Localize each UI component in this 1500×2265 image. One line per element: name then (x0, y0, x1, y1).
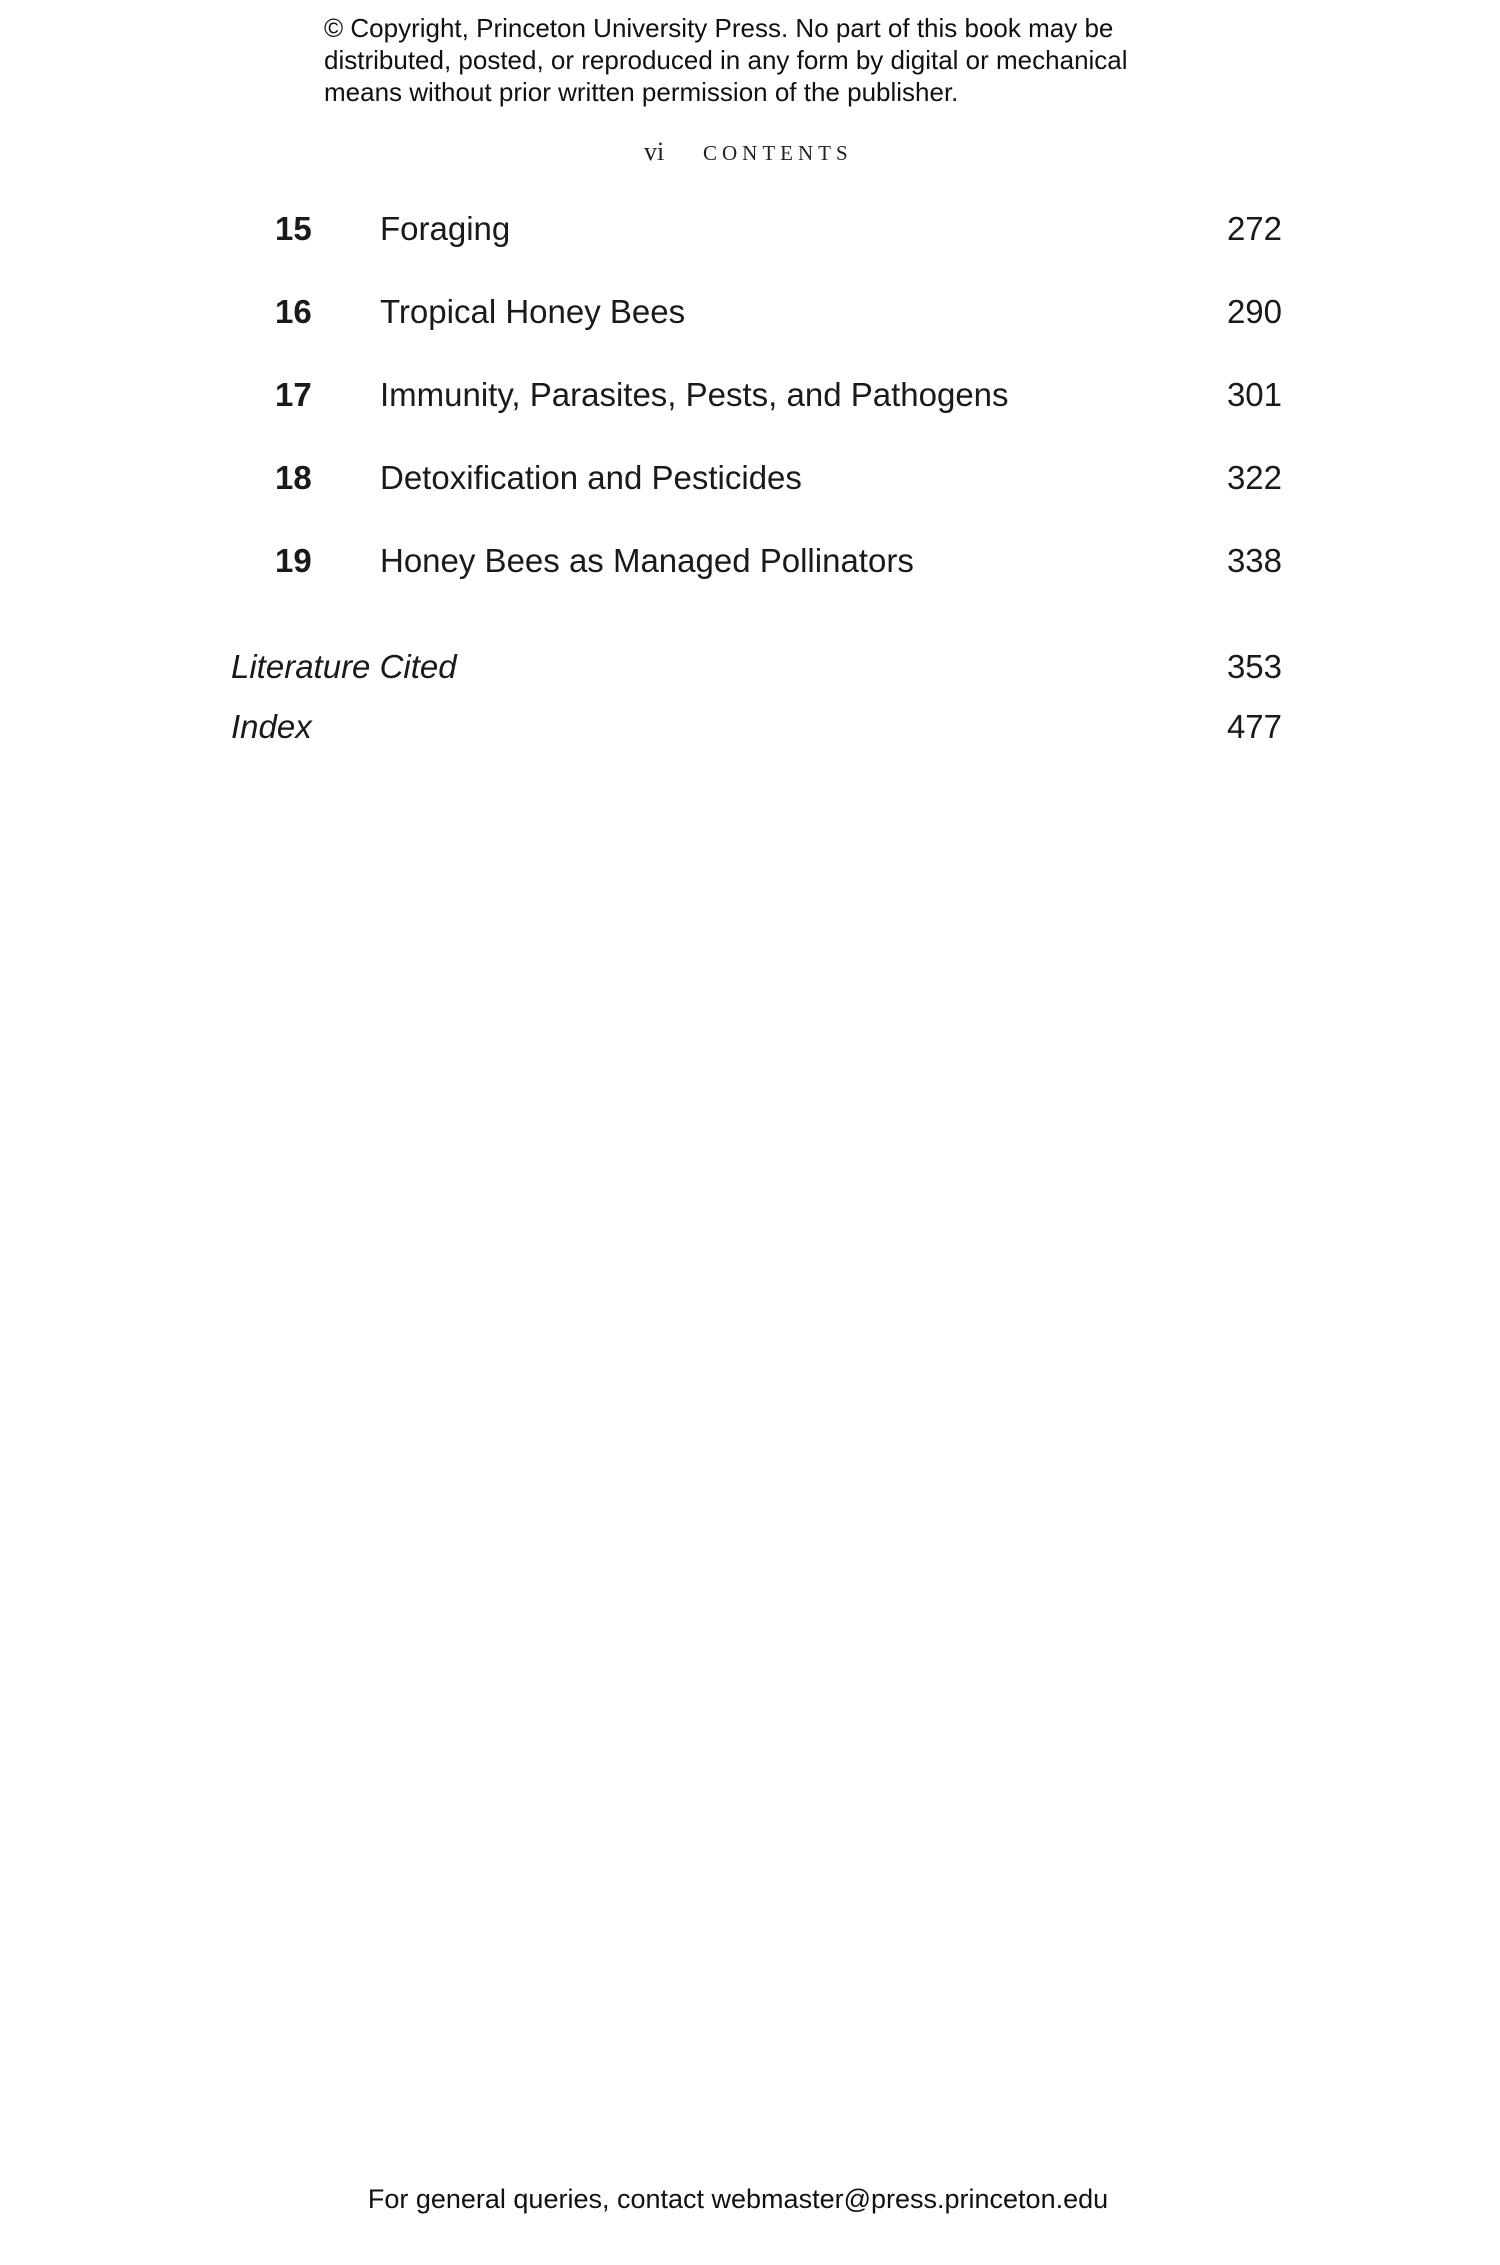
toc-entry-chapter-15[interactable] (0, 207, 1500, 251)
chapter-page-number: 290 (1226, 293, 1282, 330)
chapter-number: 17 (275, 376, 312, 413)
backmatter-title: Literature Cited (231, 648, 457, 685)
backmatter-title: Index (231, 708, 312, 745)
chapter-page-number: 322 (1226, 459, 1282, 496)
chapter-number: 16 (275, 293, 312, 330)
section-title: CONTENTS (703, 141, 853, 165)
chapter-title: Foraging (380, 210, 511, 247)
toc-entry-index[interactable] (0, 705, 1500, 749)
chapter-title: Detoxification and Pesticides (380, 459, 802, 496)
toc-entry-chapter-19[interactable] (0, 539, 1500, 583)
copyright-line: means without prior written permission of the publisher. (324, 77, 959, 107)
chapter-number: 18 (275, 459, 312, 496)
toc-entry-chapter-17[interactable] (0, 373, 1500, 417)
chapter-page-number: 338 (1226, 542, 1282, 579)
running-head (0, 137, 1500, 167)
backmatter-page-number: 477 (1226, 708, 1282, 745)
chapter-title: Immunity, Parasites, Pests, and Pathogens (380, 376, 1009, 413)
chapter-number: 15 (275, 210, 312, 247)
toc-entry-literature-cited[interactable] (0, 645, 1500, 689)
chapter-page-number: 272 (1226, 210, 1282, 247)
page-folio: vi (644, 137, 665, 166)
toc-entry-chapter-18[interactable] (0, 456, 1500, 500)
chapter-title: Honey Bees as Managed Pollinators (380, 542, 914, 579)
copyright-notice (324, 12, 1224, 108)
backmatter-page-number: 353 (1226, 648, 1282, 685)
toc-entry-chapter-16[interactable] (0, 290, 1500, 334)
footer-contact: For general queries, contact webmaster@press.princeton.edu (367, 2184, 1109, 2214)
chapter-title: Tropical Honey Bees (380, 293, 686, 330)
chapter-number: 19 (275, 542, 312, 579)
chapter-page-number: 301 (1226, 376, 1282, 413)
copyright-line: distributed, posted, or reproduced in any form by digital or mechanical (324, 45, 1128, 75)
copyright-line: © Copyright, Princeton University Press. No part of this book may be (324, 13, 1114, 43)
